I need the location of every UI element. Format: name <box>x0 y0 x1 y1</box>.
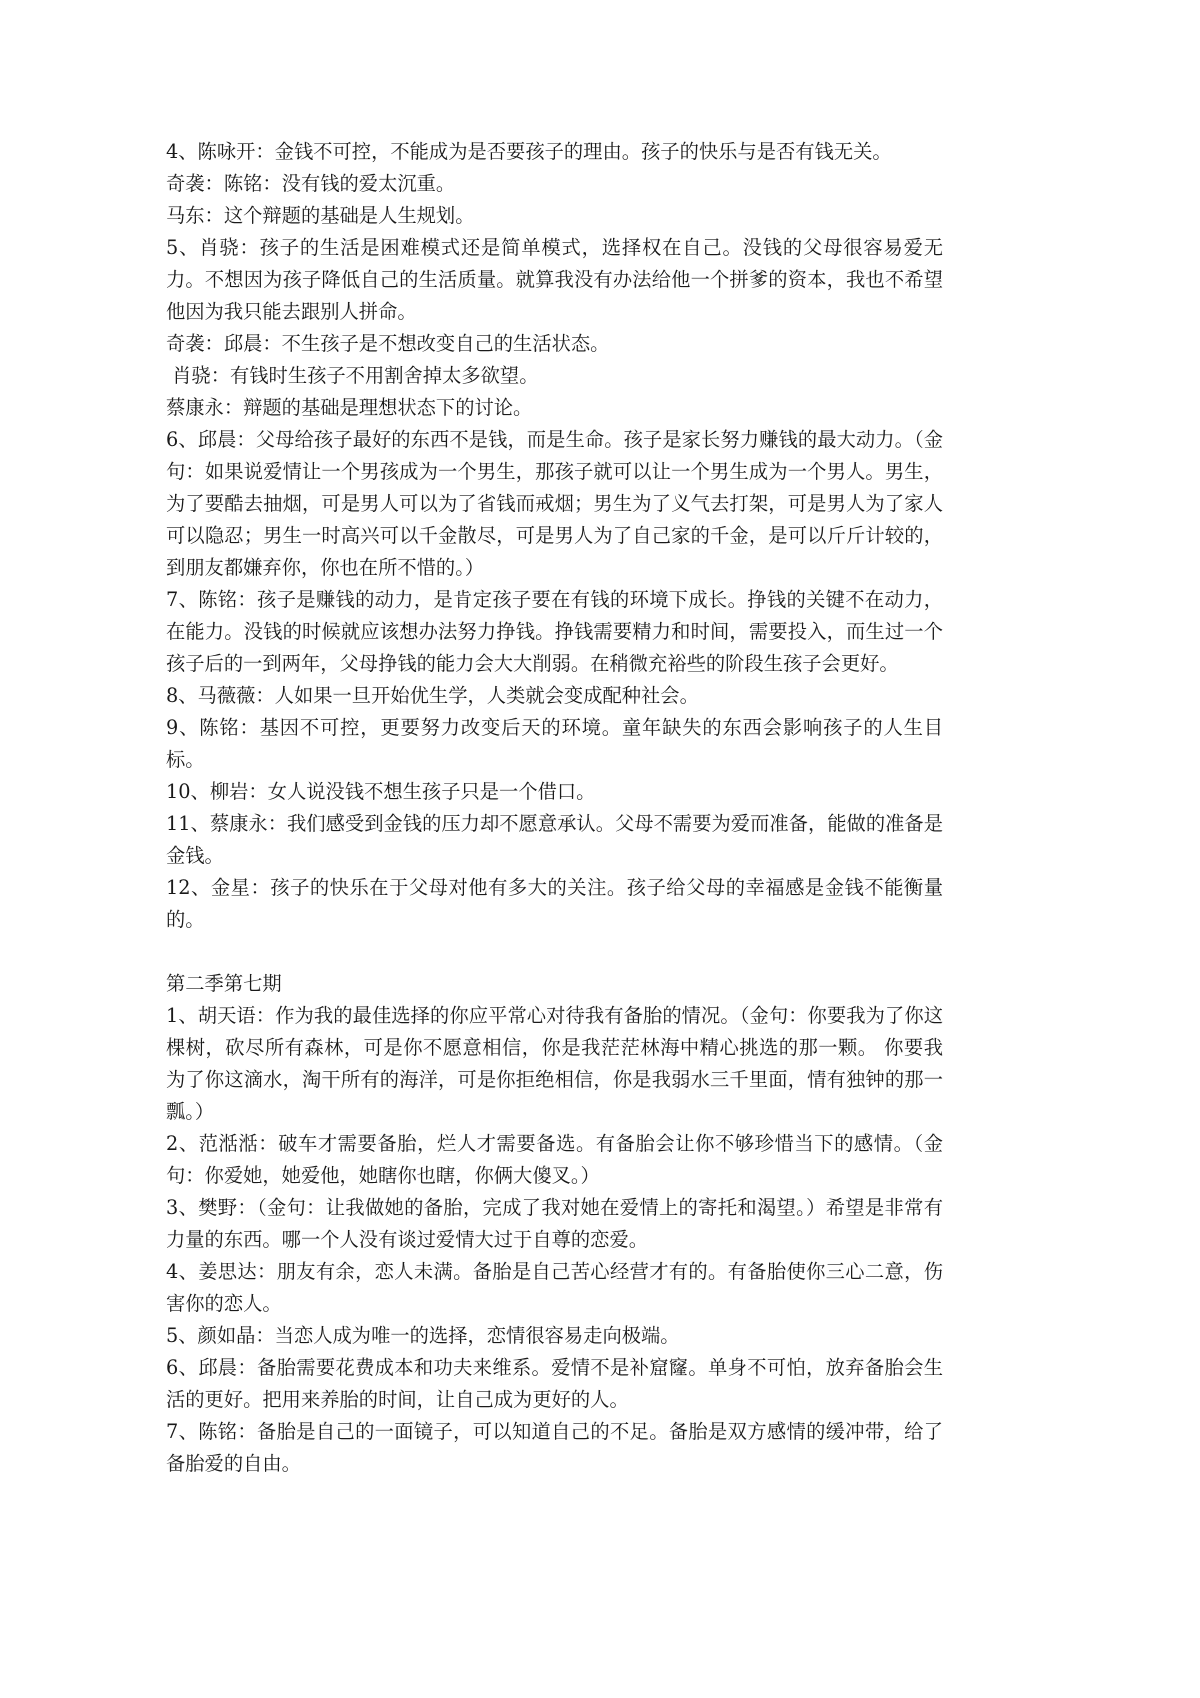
paragraph: 蔡康永：辩题的基础是理想状态下的讨论。 <box>166 396 533 419</box>
paragraph: 8、马薇薇：人如果一旦开始优生学，人类就会变成配种社会。 <box>166 684 699 707</box>
paragraph: 马东：这个辩题的基础是人生规划。 <box>166 204 475 227</box>
paragraph: 12、金星：孩子的快乐在于父母对他有多大的关注。孩子给父母的幸福感是金钱不能衡量的。 <box>166 876 943 931</box>
section-previous-episode <box>166 136 943 936</box>
paragraph: 奇袭：邱晨：不生孩子是不想改变自己的生活状态。 <box>166 332 610 355</box>
paragraph: 1、胡天语：作为我的最佳选择的你应平常心对待我有备胎的情况。（金句：你要我为了你这棵树，砍尽所有森林，可是你不愿意相信，你是我茫茫林海中精心挑选的那一颗。 你要我为了你这滴水，淘干所有的海洋，可是你拒绝相信，你是我弱水三千里面，情有独钟的那一瓢。） <box>166 1004 943 1123</box>
paragraph: 4、陈咏开：金钱不可控，不能成为是否要孩子的理由。孩子的快乐与是否有钱无关。 <box>166 140 892 163</box>
paragraph: 肖骁：有钱时生孩子不用割舍掉太多欲望。 <box>166 364 539 387</box>
paragraph: 奇袭：陈铭：没有钱的爱太沉重。 <box>166 172 456 195</box>
paragraph: 3、樊野：（金句：让我做她的备胎，完成了我对她在爱情上的寄托和渴望。）希望是非常有力量的东西。哪一个人没有谈过爱情大过于自尊的恋爱。 <box>166 1196 943 1251</box>
paragraph: 6、邱晨：父母给孩子最好的东西不是钱，而是生命。孩子是家长努力赚钱的最大动力。（金句：如果说爱情让一个男孩成为一个男生，那孩子就可以让一个男生成为一个男人。男生，为了要酷去抽烟，可是男人可以为了省钱而戒烟；男生为了义气去打架，可是男人为了家人可以隐忍；男生一时高兴可以千金散尽，可是男人为了自己家的千金，是可以斤斤计较的，到朋友都嫌弃你，你也在所不惜的。） <box>166 428 943 579</box>
paragraph: 5、颜如晶：当恋人成为唯一的选择，恋情很容易走向极端。 <box>166 1324 680 1347</box>
paragraph: 6、邱晨：备胎需要花费成本和功夫来维系。爱情不是补窟窿。单身不可怕，放弃备胎会生活的更好。把用来养胎的时间，让自己成为更好的人。 <box>166 1356 943 1411</box>
section-season2-episode7 <box>166 968 943 1480</box>
paragraph: 11、蔡康永：我们感受到金钱的压力却不愿意承认。父母不需要为爱而准备，能做的准备是金钱。 <box>166 812 943 867</box>
paragraph: 7、陈铭：备胎是自己的一面镜子，可以知道自己的不足。备胎是双方感情的缓冲带，给了备胎爱的自由。 <box>166 1420 943 1475</box>
paragraph: 2、范湉湉：破车才需要备胎，烂人才需要备选。有备胎会让你不够珍惜当下的感情。（金句：你爱她，她爱他，她瞎你也瞎，你俩大傻叉。） <box>166 1132 943 1187</box>
document-page <box>166 136 943 1480</box>
paragraph: 7、陈铭：孩子是赚钱的动力，是肯定孩子要在有钱的环境下成长。挣钱的关键不在动力，在能力。没钱的时候就应该想办法努力挣钱。挣钱需要精力和时间，需要投入，而生过一个孩子后的一到两年，父母挣钱的能力会大大削弱。在稍微充裕些的阶段生孩子会更好。 <box>166 588 943 675</box>
paragraph: 10、柳岩：女人说没钱不想生孩子只是一个借口。 <box>166 780 596 803</box>
paragraph: 5、肖骁：孩子的生活是困难模式还是简单模式，选择权在自己。没钱的父母很容易爱无力。不想因为孩子降低自己的生活质量。就算我没有办法给他一个拼爹的资本，我也不希望他因为我只能去跟别人拼命。 <box>166 236 943 323</box>
section-heading: 第二季第七期 <box>166 972 282 995</box>
paragraph: 9、陈铭：基因不可控，更要努力改变后天的环境。童年缺失的东西会影响孩子的人生目标。 <box>166 716 943 771</box>
blank-line <box>166 936 943 968</box>
paragraph: 4、姜思达：朋友有余，恋人未满。备胎是自己苦心经营才有的。有备胎使你三心二意，伤害你的恋人。 <box>166 1260 943 1315</box>
